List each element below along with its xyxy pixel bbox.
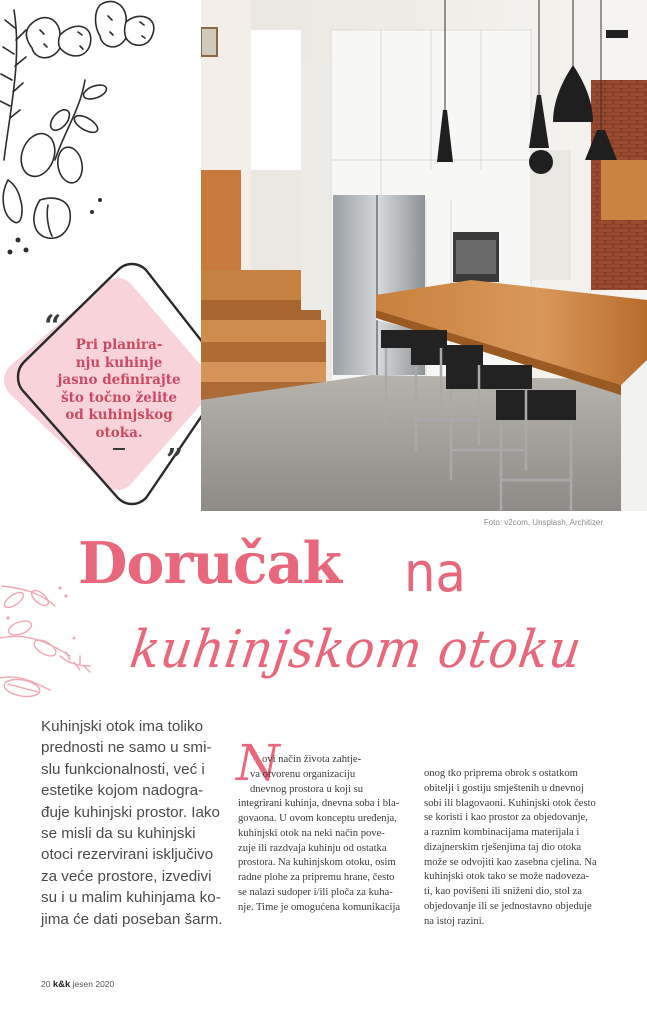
intro-line: slu funkcionalnosti, već i: [41, 760, 205, 778]
body-column-2: [424, 767, 608, 929]
intro-line: jima će dati poseban šarm.: [41, 910, 223, 928]
pull-quote-text: [56, 337, 182, 450]
pull-quote-line: nju kuhinje: [75, 354, 163, 371]
botanical-doodles-illustration: [0, 0, 200, 262]
body-line: ti, kao povišeni ili sniženi dio, stol za: [424, 886, 583, 897]
page-number: 20: [41, 979, 51, 989]
pull-quote-line: otoka.: [95, 424, 143, 441]
body-line: može se odvojiti kao zasebna cjelina. Na: [424, 856, 597, 868]
intro-paragraph: [41, 716, 227, 930]
intro-line: su i u malim kuhinjama ko-: [41, 889, 221, 907]
body-line: obitelji i gostiju smještenih u dnevnoj: [424, 782, 584, 794]
headline-main-word: Doručak: [78, 530, 342, 597]
intro-line: đuje kuhinjski prostor. Iako: [41, 803, 220, 821]
body-line: kuhinjski otok na neki način pove-: [238, 827, 385, 839]
pull-quote-line: jasno definirajte: [57, 372, 181, 388]
body-line: dnevnog prostora u koji su: [250, 783, 363, 795]
body-column-1: [238, 754, 410, 915]
body-line: ovi način života zahtje-: [262, 754, 362, 765]
pull-quote-line: što točno želite: [61, 389, 177, 406]
pull-quote-line: od kuhinjskog: [65, 407, 173, 423]
body-line: va otvorenu organizaciju: [250, 768, 356, 780]
magazine-brand: k&k: [52, 979, 71, 990]
body-line: integrirani kuhinja, dnevna soba i bla-: [238, 798, 400, 810]
intro-line: estetike kojom nadogra-: [41, 782, 204, 800]
body-line: zuje ili razdvaja kuhinju od ostatka: [238, 842, 387, 854]
kitchen-island-photo: [201, 0, 647, 511]
headline-connector-word: na: [404, 541, 466, 604]
body-line: se nalazi sudoper i/ili ploča za kuha-: [238, 886, 393, 898]
intro-line: prednosti ne samo u smi-: [41, 739, 212, 757]
body-line: na istoj razini.: [424, 915, 485, 927]
intro-line: za veće prostore, izvedivi: [41, 867, 212, 885]
drop-cap: N: [236, 734, 280, 792]
open-quote-mark: “: [44, 309, 62, 344]
body-line: nje. Time je omogućena komunikacija: [238, 901, 401, 913]
body-line: sobi ili blagovaoni. Kuhinjski otok često: [424, 797, 596, 809]
photo-credit: Foto: v2com, Unsplash, Architizer: [483, 518, 603, 527]
body-line: onog tko priprema obrok s ostatkom: [424, 768, 578, 779]
body-line: kuhinjski otok tako se može nadoveza-: [424, 871, 590, 883]
body-line: a raznim kombinacijama materijala i: [424, 827, 580, 838]
headline-script-line: kuhinjskom otoku: [126, 620, 586, 680]
pull-quote-line: Pri planira-: [75, 337, 163, 353]
body-line: se koristi i kao prostor za objedovanje,: [424, 812, 588, 824]
body-line: radne plohe za pripremu hrane, često: [238, 872, 395, 883]
intro-line: otoci rezervirani isključivo: [41, 846, 214, 864]
body-line: prostora. Na kuhinjskom otoku, osim: [238, 857, 396, 869]
body-line: dizajnerskim rješenjima taj dio otoka: [424, 841, 582, 853]
leaf-branch-illustration: [0, 578, 100, 708]
body-line: objedovanje ili se jednostavno objeduje: [424, 900, 592, 912]
page-footer: [41, 979, 114, 990]
pull-quote-underline: [113, 448, 125, 450]
intro-line: Kuhinjski otok ima toliko: [41, 718, 204, 735]
intro-line: se misli da su kuhinjski: [41, 825, 196, 843]
close-quote-mark: ”: [166, 443, 184, 478]
issue-label: jesen 2020: [72, 979, 115, 989]
body-line: govaona. U ovom konceptu uređenja,: [238, 813, 397, 824]
